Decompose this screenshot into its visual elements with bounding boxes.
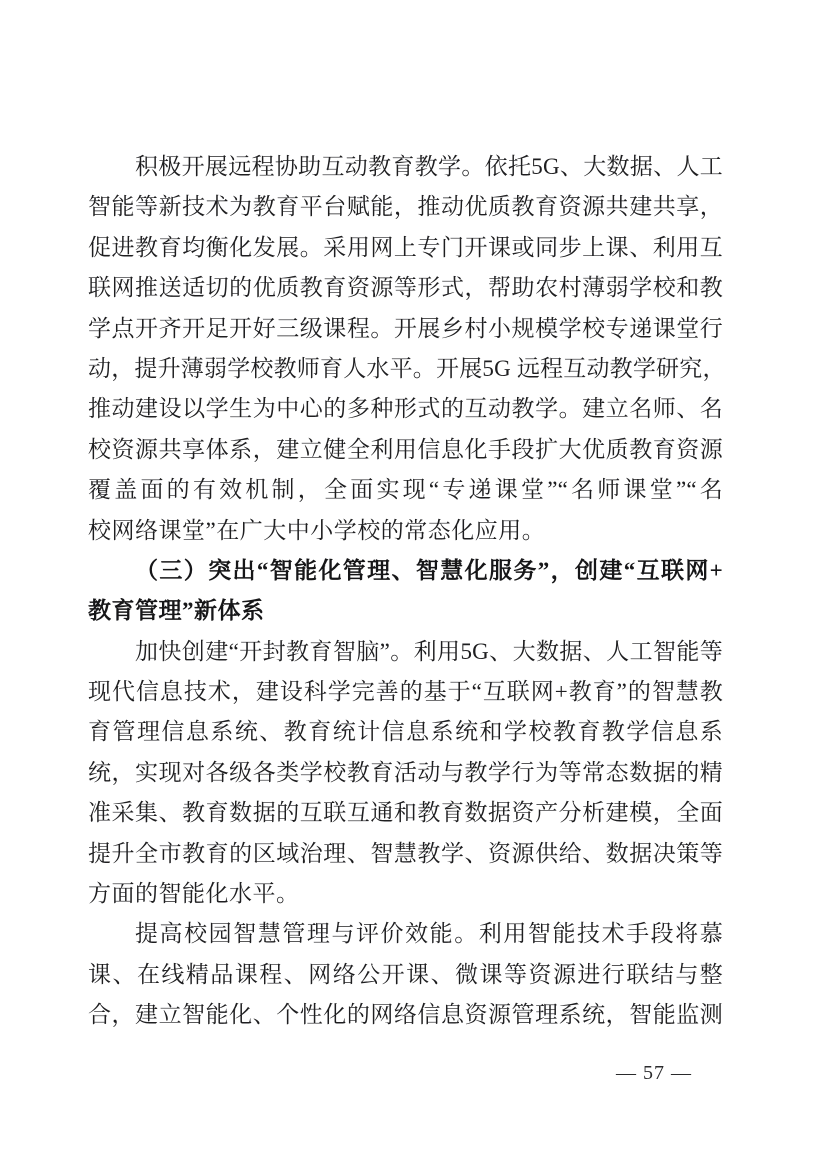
text-line: 提升全市教育的区域治理、智慧教学、资源供给、数据决策等 (88, 840, 723, 866)
text-line: 推动建设以学生为中心的多种形式的互动教学。建立名师、名 (88, 396, 723, 422)
text-line: 现代信息技术，建设科学完善的基于“互联网+教育”的智慧教 (88, 679, 723, 705)
text-line: 统，实现对各级各类学校教育活动与教学行为等常态数据的精 (88, 759, 723, 785)
text-line: 校网络课堂”在广大中小学校的常态化应用。 (88, 517, 546, 543)
text-line: 教育管理”新体系 (88, 598, 265, 624)
text-line: 合，建立智能化、个性化的网络信息资源管理系统，智能监测 (88, 1002, 723, 1028)
paragraph-campus-smart-management (88, 914, 723, 1035)
text-line: 准采集、教育数据的互联互通和教育数据资产分析建模，全面 (88, 800, 723, 826)
text-line: （三）突出“智能化管理、智慧化服务”，创建“互联网+ (135, 557, 723, 583)
text-line: 联网推送适切的优质教育资源等形式，帮助农村薄弱学校和教 (88, 275, 723, 301)
text-line: 积极开展远程协助互动教育教学。依托5G、大数据、人工 (135, 154, 723, 179)
text-line: 课、在线精品课程、网络公开课、微课等资源进行联结与整 (88, 961, 723, 987)
text-line: 提高校园智慧管理与评价效能。利用智能技术手段将慕 (135, 921, 723, 947)
text-line: 加快创建“开封教育智脑”。利用5G、大数据、人工智能等 (135, 638, 723, 664)
text-line: 覆盖面的有效机制，全面实现“专递课堂”“名师课堂”“名 (88, 477, 723, 503)
text-line: 智能等新技术为教育平台赋能，推动优质教育资源共建共享， (88, 194, 723, 220)
text-line: 校资源共享体系，建立健全利用信息化手段扩大优质教育资源 (88, 436, 723, 462)
paragraph-kaifeng-education-brain (88, 632, 723, 915)
text-line: 方面的智能化水平。 (88, 881, 300, 907)
page-number: — 57 — (616, 1062, 692, 1084)
heading-section-three (88, 551, 723, 632)
document-body (88, 147, 726, 1036)
text-line: 学点开齐开足开好三级课程。开展乡村小规模学校专递课堂行 (88, 315, 723, 341)
text-line: 育管理信息系统、教育统计信息系统和学校教育教学信息系 (88, 719, 723, 745)
paragraph-remote-interactive-education (88, 147, 726, 551)
text-line: 动，提升薄弱学校教师育人水平。开展5G 远程互动教学研究， (88, 355, 726, 381)
text-line: 促进教育均衡化发展。采用网上专门开课或同步上课、利用互 (88, 234, 723, 260)
